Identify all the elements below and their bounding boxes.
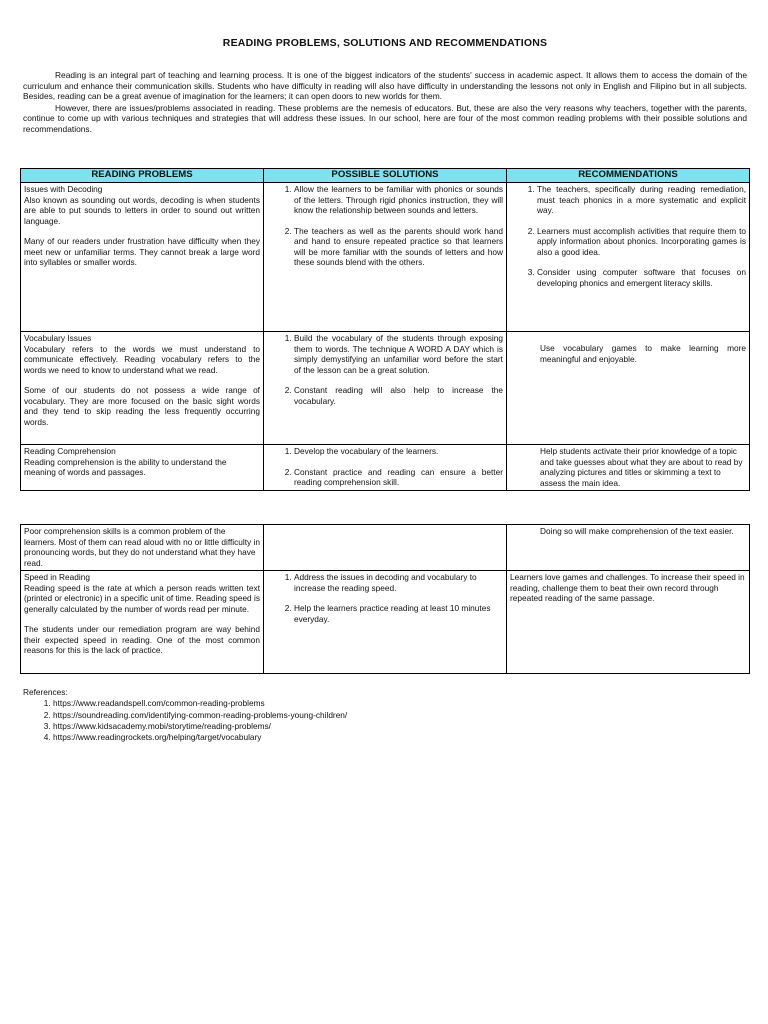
problem-title: Vocabulary Issues <box>24 333 92 343</box>
solution-item: 2. Constant reading will also help to increase the vocabulary. <box>294 385 503 406</box>
problem-title: Reading Comprehension <box>24 446 116 456</box>
intro-paragraph-2: However, there are issues/problems associated in reading. These problems are the nemesis of educators. But, these are also the very reasons why teachers, together with the parents, continue to come up with various techniques and strategies that will address these issues. In our school, here are four of the most common reading problems with their possible solutions and recommendations. <box>23 102 747 134</box>
problem-title: Speed in Reading <box>24 572 90 582</box>
header-reading-problems: READING PROBLEMS <box>21 169 264 183</box>
solution-item: 1. Address the issues in decoding and vocabulary to increase the reading speed. <box>294 572 503 593</box>
recommendations-cell <box>507 525 750 571</box>
problem-text: Reading speed is the rate at which a person reads written text (printed or electronic) in a specific unit of time. Reading speed is generally calculated by the number of words read per minute. <box>24 582 260 614</box>
problem-cell <box>21 571 264 674</box>
solution-item: 2. Help the learners practice reading at least 10 minutes everyday. <box>294 603 503 624</box>
reading-problems-table-continued <box>20 524 750 674</box>
recommendations-cell <box>507 571 750 674</box>
problem-text: Some of our students do not possess a wide range of vocabulary. They are more focused on the basic sight words and they tend to skip reading the less frequently occurring words. <box>24 385 260 427</box>
table-row <box>21 332 750 445</box>
solutions-cell <box>264 183 507 332</box>
references-label: References: <box>23 687 68 697</box>
table-row <box>21 183 750 332</box>
document-title: READING PROBLEMS, SOLUTIONS AND RECOMMENDATIONS <box>222 37 548 49</box>
solutions-cell <box>264 571 507 674</box>
reference-link[interactable]: 3. https://www.kidsacademy.mobi/storytime/reading-problems/ <box>53 721 347 732</box>
problem-cell <box>21 183 264 332</box>
recommendations-cell <box>507 445 750 491</box>
problem-text: Reading comprehension is the ability to understand the meaning of words and passages. <box>24 456 227 477</box>
recommendation-text: Learners love games and challenges. To increase their speed in reading, challenge them to beat their own record through repeated reading of the same passage. <box>510 572 745 603</box>
problem-cell <box>21 445 264 491</box>
problem-text: Poor comprehension skills is a common problem of the learners. Most of them can read aloud with no or little difficulty in pronouncing words, but they do not understand what they have read. <box>24 526 260 568</box>
problem-title: Issues with Decoding <box>24 184 103 194</box>
recommendation-item: 3. Consider using computer software that focuses on developing phonics and emergent literacy skills. <box>537 267 746 288</box>
solution-item: 1. Allow the learners to be familiar with phonics or sounds of the letters. Through rigid phonics instruction, they will know the relationship between sounds and letters. <box>294 184 503 216</box>
recommendation-text: Help students activate their prior knowledge of a topic and take guesses about what they are about to read by analyzing pictures and titles or skimming a text to assess the main idea. <box>540 446 743 488</box>
table-header-row <box>21 169 750 183</box>
solutions-cell <box>264 525 507 571</box>
recommendations-cell <box>507 183 750 332</box>
problem-text: Many of our readers under frustration have difficulty when they meet new or unfamiliar terms. They cannot break a large word into syllables or smaller words. <box>24 236 260 267</box>
recommendation-text: Use vocabulary games to make learning more meaningful and enjoyable. <box>540 343 746 364</box>
table-row <box>21 525 750 571</box>
recommendation-text: Doing so will make comprehension of the text easier. <box>540 526 734 536</box>
solution-item: 1. Build the vocabulary of the students through exposing them to words. The technique A WORD A DAY which is simply demystifying an unfamiliar word before the start of the lesson can be a great solution. <box>294 333 503 375</box>
intro-section <box>23 70 747 136</box>
solutions-cell <box>264 445 507 491</box>
solution-item: 1. Develop the vocabulary of the learners. <box>294 446 503 457</box>
solution-item: 2. Constant practice and reading can ensure a better reading comprehension skill. <box>294 467 503 488</box>
header-recommendations: RECOMMENDATIONS <box>507 169 750 183</box>
recommendation-item: 1. The teachers, specifically during reading remediation, must teach phonics in a more systematic and explicit way. <box>537 184 746 216</box>
problem-text: The students under our remediation program are way behind their expected speed in reading. One of the most common reasons for this is the lack of practice. <box>24 624 260 655</box>
solutions-cell <box>264 332 507 445</box>
recommendations-cell <box>507 332 750 445</box>
reading-problems-table <box>20 168 750 491</box>
solution-item: 2. The teachers as well as the parents should work hand and hand to ensure repeated practice so that learners will be more familiar with the sounds of letters and how these sounds blend with the others. <box>294 226 503 268</box>
header-possible-solutions: POSSIBLE SOLUTIONS <box>264 169 507 183</box>
reference-link[interactable]: 4. https://www.readingrockets.org/helping/target/vocabulary <box>53 732 347 743</box>
intro-paragraph-1: Reading is an integral part of teaching and learning process. It is one of the biggest indicators of the students' success in academic aspect. It allows them to access the domain of the curriculum and enhance their communication skills. Students who have difficulty in reading will also have difficulty in understanding the lessons not only in English and Filipino but in all subjects. Besides, reading can be a great avenue of imagination for the learners; it can open doors to new worlds for them. <box>23 70 747 102</box>
reference-link[interactable]: 2. https://soundreading.com/identifying-common-reading-problems-young-children/ <box>53 710 347 721</box>
references-section <box>23 687 347 743</box>
problem-cell <box>21 525 264 571</box>
problem-cell <box>21 332 264 445</box>
reference-link[interactable]: 1. https://www.readandspell.com/common-reading-problems <box>53 698 347 709</box>
problem-text: Vocabulary refers to the words we must understand to communicate effectively. Reading vocabulary refers to the words we need to know to understand what we read. <box>24 343 260 375</box>
problem-text: Also known as sounding out words, decoding is when students are able to put sounds to letters in order to sound out written language. <box>24 194 260 226</box>
table-row <box>21 571 750 674</box>
table-row <box>21 445 750 491</box>
recommendation-item: 2. Learners must accomplish activities that require them to apply information about phonics. Incorporating games is also a good idea. <box>537 226 746 258</box>
